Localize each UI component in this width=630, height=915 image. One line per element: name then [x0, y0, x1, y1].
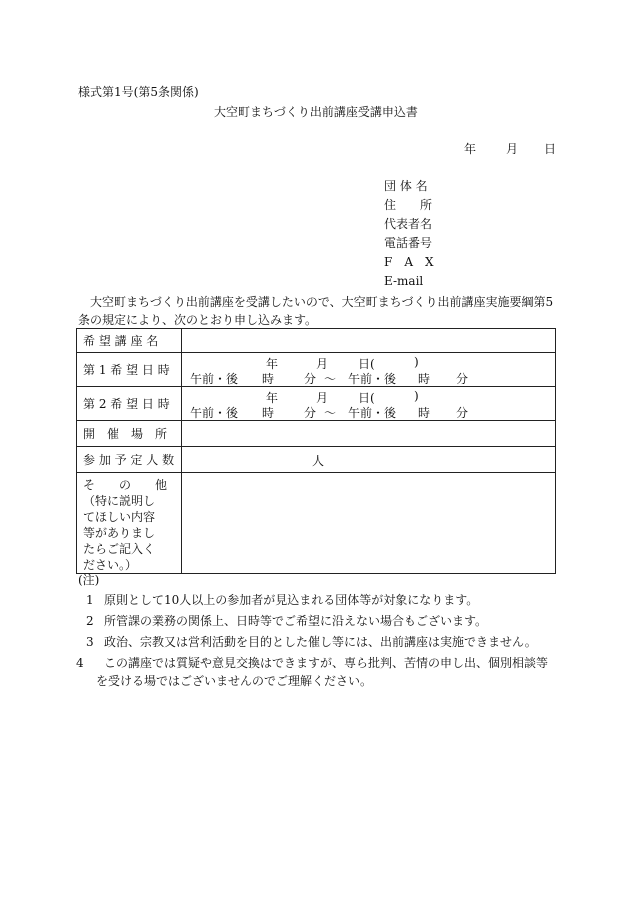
dt-year: 年 [266, 390, 279, 405]
first-date-field[interactable] [182, 353, 556, 387]
note-number: 3 [86, 635, 94, 649]
other-line: 等がありまし [83, 526, 156, 540]
other-field[interactable] [182, 473, 556, 574]
other-line: （特に説明し [83, 494, 156, 508]
application-table [76, 328, 556, 574]
other-line: てほしい内容 [83, 510, 156, 524]
venue-label: 開 催 場 所 [77, 421, 182, 447]
dt-ampm-start: 午前・後 [190, 405, 239, 420]
document-title: 大空町まちづくり出前講座受講申込書 [214, 105, 418, 119]
dt-month: 月 [316, 356, 329, 371]
dt-hour-start: 時 [262, 405, 275, 420]
note-item [86, 591, 546, 609]
note-item [86, 612, 546, 630]
note-number: 4 [76, 656, 84, 670]
dt-tilde: 〜 [324, 371, 337, 386]
desired-course-label: 希 望 講 座 名 [77, 329, 182, 353]
date-line [464, 141, 556, 157]
participants-unit: 人 [312, 454, 325, 468]
note-item [76, 654, 549, 690]
dt-minute-end: 分 [456, 405, 469, 420]
dt-month: 月 [316, 390, 329, 405]
dt-minute-end: 分 [456, 371, 469, 386]
dt-year: 年 [266, 356, 279, 371]
address-label: 住 所 [384, 198, 433, 212]
row-other [77, 473, 556, 574]
note-text: 原則として10人以上の参加者が見込まれる団体等が対象になります。 [104, 593, 479, 607]
dt-day-close: ) [414, 354, 419, 369]
dt-day-close: ) [414, 388, 419, 403]
second-date-field[interactable] [182, 387, 556, 421]
row-participants [77, 447, 556, 473]
other-line: たらご記入く [83, 542, 156, 556]
date-month: 月 [506, 142, 519, 156]
dt-hour-end: 時 [418, 371, 431, 386]
representative-label: 代表者名 [384, 217, 433, 231]
dt-hour-start: 時 [262, 371, 275, 386]
other-line: ださい。） [83, 558, 138, 572]
fax-label: F A X [384, 255, 434, 269]
dt-day-open: 日( [358, 390, 375, 405]
dt-tilde: 〜 [324, 405, 337, 420]
row-first-date [77, 353, 556, 387]
form-number: 様式第1号(第5条関係) [78, 85, 199, 99]
dt-ampm-end: 午前・後 [348, 405, 397, 420]
dt-hour-end: 時 [418, 405, 431, 420]
desired-course-field[interactable] [182, 329, 556, 353]
row-desired-course [77, 329, 556, 353]
participants-label: 参 加 予 定 人 数 [77, 447, 182, 473]
note-text: 政治、宗教又は営利活動を目的とした催し等には、出前講座は実施できません。 [104, 635, 537, 649]
dt-minute-start: 分 [304, 405, 317, 420]
note-text: 所管課の業務の関係上、日時等でご希望に沿えない場合もございます。 [104, 614, 488, 628]
dt-ampm-end: 午前・後 [348, 371, 397, 386]
participants-field[interactable] [182, 447, 556, 473]
date-day: 日 [544, 142, 557, 156]
row-second-date [77, 387, 556, 421]
venue-field[interactable] [182, 421, 556, 447]
phone-label: 電話番号 [384, 236, 433, 250]
notes-heading: (注) [78, 573, 100, 587]
second-date-label: 第 2 希 望 日 時 [77, 387, 182, 421]
other-line: そ の 他 [83, 478, 168, 492]
note-number: 1 [86, 593, 94, 607]
group-name-label: 団 体 名 [384, 179, 428, 193]
email-label: E-mail [384, 274, 424, 288]
dt-ampm-start: 午前・後 [190, 371, 239, 386]
note-text: この講座では質疑や意見交換はできますが、専ら批判、苦情の申し出、個別相談等を受ける場ではございませんのでご理解ください。 [96, 656, 549, 688]
row-venue [77, 421, 556, 447]
date-year: 年 [464, 142, 477, 156]
intro-paragraph: 大空町まちづくり出前講座を受講したいので、大空町まちづくり出前講座実施要綱第5条の規定により、次のとおり申し込みます。 [78, 295, 554, 327]
first-date-label: 第 1 希 望 日 時 [77, 353, 182, 387]
other-label [77, 473, 182, 574]
dt-minute-start: 分 [304, 371, 317, 386]
dt-day-open: 日( [358, 356, 375, 371]
note-number: 2 [86, 614, 94, 628]
note-item [86, 633, 546, 651]
